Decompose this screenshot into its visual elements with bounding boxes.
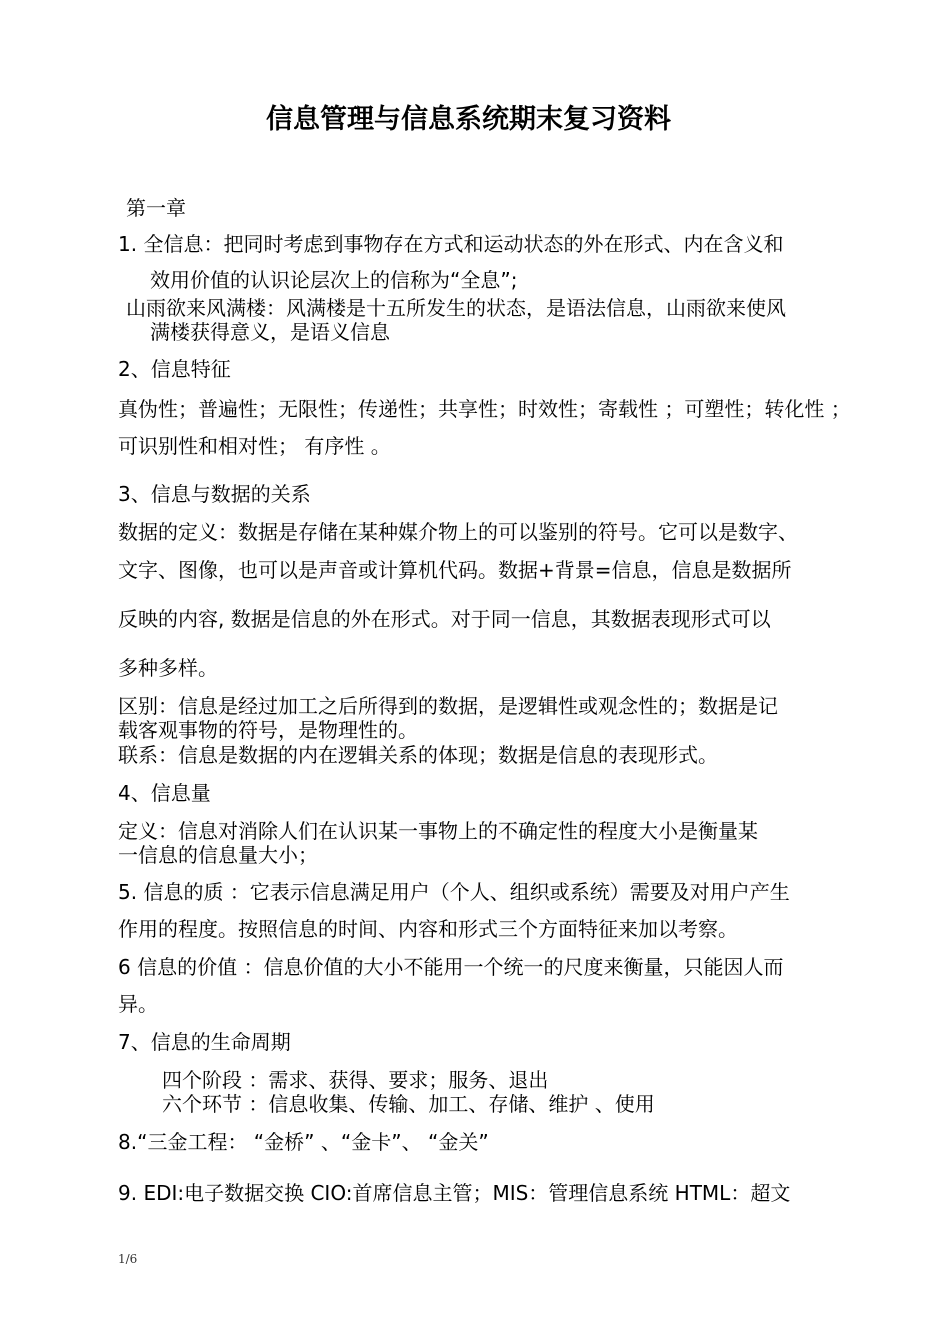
section-2-line-1: 真伪性；普遍性；无限性；传递性；共享性；时效性；寄载性 ；可塑性；转化性 ；: [118, 397, 851, 421]
section-1-line-1: 1. 全信息：把同时考虑到事物存在方式和运动状态的外在形式、内在含义和: [118, 232, 784, 256]
page-number: 1/6: [118, 1252, 138, 1266]
section-5-line-2: 作用的程度。按照信息的时间、内容和形式三个方面特征来加以考察。: [118, 917, 738, 941]
section-3-diff-2: 载客观事物的符号，是物理性的。: [118, 718, 418, 742]
section-9-line: 9. EDI:电子数据交换 CIO:首席信息主管；MIS：管理信息系统 HTML：超文: [118, 1181, 791, 1205]
section-3-heading: 3、信息与数据的关系: [118, 482, 311, 506]
section-7-stages: 四个阶段 ：需求、获得、要求；服务、退出: [162, 1068, 549, 1092]
section-5-line-1: 5. 信息的质 ：它表示信息满足用户（个人、组织或系统）需要及对用户产生: [118, 880, 790, 904]
section-3-def-1: 数据的定义：数据是存储在某种媒介物上的可以鉴别的符号。它可以是数字、: [118, 520, 798, 544]
page-title: 信息管理与信息系统期末复习资料: [266, 104, 671, 135]
section-3-def-3: 反映的内容, 数据是信息的外在形式。对于同一信息，其数据表现形式可以: [118, 607, 771, 631]
section-6-line-2: 异。: [118, 992, 158, 1016]
section-2-heading: 2、信息特征: [118, 357, 231, 381]
section-4-def-2: 一信息的信息量大小；: [118, 843, 318, 867]
section-2-line-2: 可识别性和相对性； 有序性 。: [118, 434, 391, 458]
section-3-def-4: 多种多样。: [118, 656, 218, 680]
section-4-heading: 4、信息量: [118, 781, 211, 805]
chapter-heading: 第一章: [126, 196, 186, 220]
section-1-line-2: 效用价值的认识论层次上的信称为“全息”;: [150, 268, 518, 292]
section-6-line-1: 6 信息的价值 ：信息价值的大小不能用一个统一的尺度来衡量，只能因人而: [118, 955, 784, 979]
section-7-links: 六个环节 ：信息收集、传输、加工、存储、维护 、使用: [162, 1092, 655, 1116]
section-1-example-2: 满楼获得意义，是语义信息: [150, 320, 390, 344]
section-1-example-1: 山雨欲来风满楼：风满楼是十五所发生的状态，是语法信息，山雨欲来使风: [126, 296, 786, 320]
section-3-def-2: 文字、图像，也可以是声音或计算机代码。数据+背景=信息，信息是数据所: [118, 558, 792, 582]
section-3-diff-1: 区别：信息是经过加工之后所得到的数据，是逻辑性或观念性的；数据是记: [118, 694, 778, 718]
section-7-heading: 7、信息的生命周期: [118, 1030, 291, 1054]
section-8-line: 8.“三金工程： “金桥” 、“金卡”、 “金关”: [118, 1130, 489, 1154]
section-4-def-1: 定义：信息对消除人们在认识某一事物上的不确定性的程度大小是衡量某: [118, 819, 758, 843]
section-3-link: 联系：信息是数据的内在逻辑关系的体现；数据是信息的表现形式。: [118, 743, 718, 767]
